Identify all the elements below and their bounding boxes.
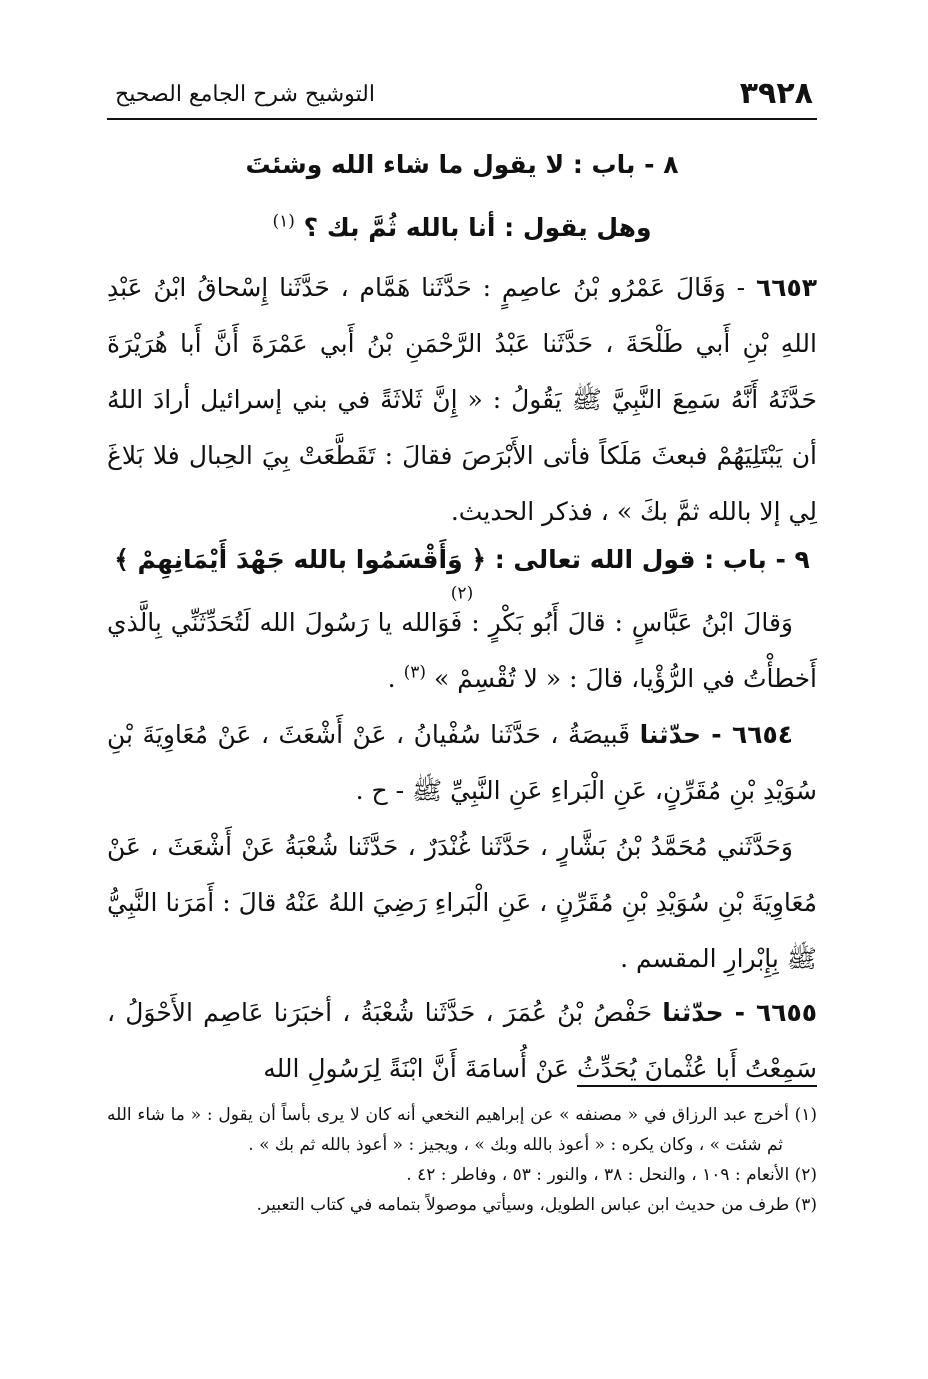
footnote-reference-3[interactable]: (٣) [403, 662, 426, 683]
hadith-text: - وَقَالَ عَمْرُو بْنُ عاصِمٍ : حَدَّثَنا هَمَّام ، حَدَّثَنا إِسْحاقُ ابْنُ عَبْدِ اللهِ بْنِ أَبي طَلْحَةَ ، حَدَّثَنا عَبْدُ الرَّحْمَنِ بْنُ أَبي عَمْرَةَ أَنَّ أَبا هُرَيْرَةَ حَدَّثَهُ أَنَّهُ سَمِعَ النَّبِيَّ ﷺ يَقُولُ : « إِنَّ ثَلاثَةً في بني إسرائيل أرادَ اللهُ أن يَبْتَلِيَهُمْ فبعثَ مَلَكاً فأتى الأَبْرَصَ فقالَ : تَقَطَّعَتْ بِيَ الحِبال فلا بَلاغَ لِي إلا بالله ثمَّ بكَ » ، فذكر الحديث. [107, 273, 817, 526]
hadith-text: حَفْصُ بْنُ عُمَرَ ، حَدَّثَنا شُعْبَةُ ، أخبَرَنا عَاصِم الأَحْوَلُ ، سَمِعْتُ أَبا عُثْمانَ يُحَدِّثُ عَنْ أُسامَةَ أَنَّ ابْنَةً لِرَسُولِ الله [107, 998, 817, 1083]
book-page [107, 70, 817, 1320]
narration-text: وَقالَ ابْنُ عَبَّاسٍ : قالَ أَبُو بَكْرٍ : فَوَالله يا رَسُولَ الله لَتُحَدِّثَنِّي بِالَّذي أَخطأْتُ في الرُّؤْيا، قالَ : « لا تُقْسِمْ » [107, 608, 817, 693]
chapter-8-subtitle [107, 208, 817, 248]
hadith-6653 [107, 260, 817, 540]
hadith-6655 [107, 985, 817, 1097]
footnote-reference-2[interactable]: (٢) [450, 583, 474, 604]
hadith-number: ٦٦٥٤ [731, 720, 793, 749]
ibn-abbas-narration [107, 595, 817, 707]
chapter-8-subtitle-text: وهل يقول : أنا بالله ثُمَّ بك ؟ [303, 213, 652, 242]
chapter-8-title-text: ٨ - باب : لا يقول ما شاء الله وشئتَ [245, 150, 679, 179]
hadith-lead: - حدّثنا [662, 998, 756, 1027]
footnote-separator [577, 1085, 817, 1087]
page-number: ٣٩٢٨ [739, 76, 813, 111]
hadith-6654 [107, 707, 817, 819]
chapter-9-title-text: ٩ - باب : قول الله تعالى : ﴿ وَأَقْسَمُوا بالله جَهْدَ أَيْمَانِهِمْ ﴾ [114, 545, 810, 574]
footnote-1: (١) أخرج عبد الرزاق في « مصنفه » عن إبراهيم النخعي أنه كان لا يرى بأساً أن يقول : « ما شاء الله ثم شئت » ، وكان يكره : « أعوذ بالله وبك » ، ويجيز : « أعوذ بالله ثم بك » . [107, 1105, 817, 1155]
footnote-3: (٣) طرف من حديث ابن عباس الطويل، وسيأتي موصولاً بتمامه في كتاب التعبير. [256, 1195, 817, 1215]
chain-text: وَحَدَّثَني مُحَمَّدُ بْنُ بَشَّارٍ ، حَدَّثَنا غُنْدَرٌ ، حَدَّثَنا شُعْبَةُ عَنْ أَشْعَثَ ، عَنْ مُعَاوِيَةَ بْنِ سُوَيْدِ بْنِ مُقَرِّنٍ ، عَنِ الْبَراءِ رَضِيَ اللهُ عَنْهُ قالَ : أَمَرَنا النَّبِيُّ ﷺ بِإِبْرارِ المقسم . [107, 832, 817, 973]
running-header [107, 70, 817, 118]
narration-tail: . [387, 664, 404, 693]
hadith-lead: - حدّثنا [639, 720, 732, 749]
footnote-2: (٢) الأنعام : ١٠٩ ، والنحل : ٣٨ ، والنور : ٥٣ ، وفاطر : ٤٢ . [406, 1165, 817, 1185]
hadith-number: ٦٦٥٣ [755, 273, 817, 302]
footnote-reference-1[interactable]: (١) [272, 211, 295, 232]
header-rule [107, 118, 817, 120]
footnotes [107, 1100, 817, 1220]
hadith-text: قَبيصَةُ ، حَدَّثَنا سُفْيانُ ، عَنْ أَشْعَثَ ، عَنْ مُعَاوِيَةَ بْنِ سُوَيْدِ بْنِ مُقَرِّنٍ، عَنِ الْبَراءِ عَنِ النَّبِيِّ ﷺ - ح . [107, 720, 817, 805]
hadith-6654-second-chain [107, 819, 817, 987]
hadith-number: ٦٦٥٥ [755, 998, 817, 1027]
book-title: التوشيح شرح الجامع الصحيح [115, 82, 375, 107]
chapter-8-title [107, 145, 817, 185]
